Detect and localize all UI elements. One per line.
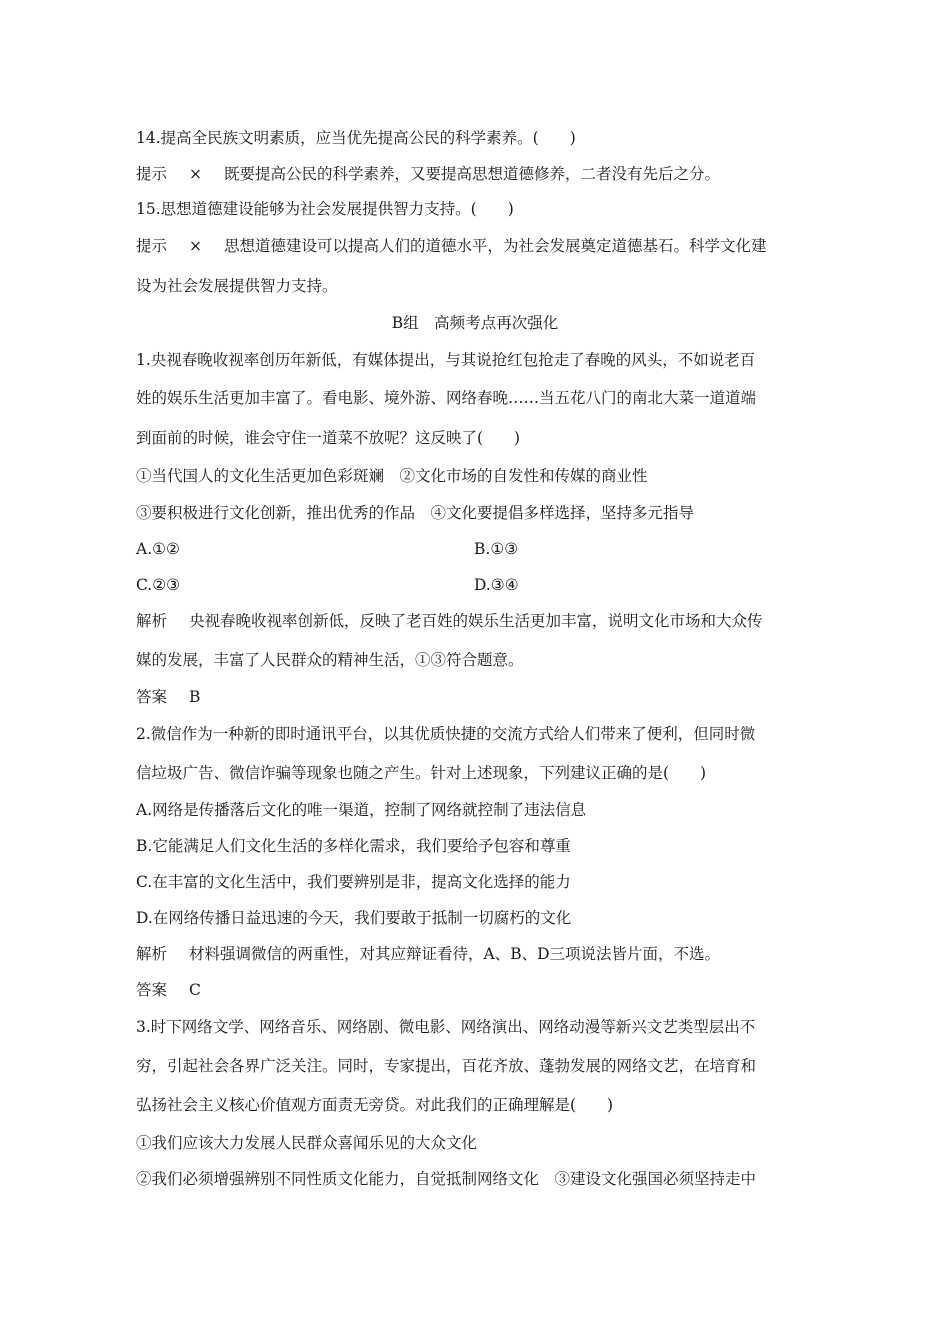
option-d: D.③④	[474, 576, 519, 594]
hint-mark: ×	[189, 165, 203, 183]
hint-text: 思想道德建设可以提高人们的道德水平，为社会发展奠定道德基石。科学文化建	[224, 237, 767, 255]
hint-label: 提示	[136, 165, 168, 183]
question-1-options-row-1	[136, 538, 816, 560]
section-title: B组 高频考点再次强化	[391, 314, 559, 332]
answer-label: 答案	[136, 981, 168, 999]
question-2-line-2: 信垃圾广告、微信诈骗等现象也随之产生。针对上述现象，下列建议正确的是( )	[136, 764, 707, 782]
question-3-line-3: 弘扬社会主义核心价值观方面责无旁贷。对此我们的正确理解是( )	[136, 1096, 614, 1114]
hint-text: 既要提高公民的科学素养，又要提高思想道德修养，二者没有先后之分。	[224, 165, 721, 183]
question-1-options-row-2	[136, 574, 816, 596]
question-3-statement-2: ②我们必须增强辨别不同性质文化能力，自觉抵制网络文化 ③建设文化强国必须坚持走中	[136, 1170, 757, 1188]
question-3-statement-1: ①我们应该大力发展人民群众喜闻乐见的大众文化	[136, 1134, 478, 1152]
question-2-option-a: A.网络是传播落后文化的唯一渠道，控制了网络就控制了违法信息	[136, 801, 587, 819]
question-15-hint-cont: 设为社会发展提供智力支持。	[136, 277, 338, 295]
question-2-analysis	[136, 943, 816, 965]
answer-value: B	[189, 688, 201, 706]
question-15: 15.思想道德建设能够为社会发展提供智力支持。( )	[136, 200, 514, 218]
question-1-line-1: 1.央视春晚收视率创历年新低，有媒体提出，与其说抢红包抢走了春晚的风头，不如说老百	[136, 351, 756, 369]
analysis-label: 解析	[136, 612, 168, 630]
option-c: C.②③	[136, 576, 181, 594]
question-3-line-2: 穷，引起社会各界广泛关注。同时，专家提出，百花齐放、蓬勃发展的网络文艺，在培育和	[136, 1057, 757, 1075]
question-2-answer	[136, 979, 816, 1001]
question-1-line-2: 姓的娱乐生活更加丰富了。看电影、境外游、网络春晚……当五花八门的南北大菜一道道端	[136, 389, 757, 407]
question-2-option-b: B.它能满足人们文化生活的多样化需求，我们要给予包容和尊重	[136, 837, 571, 855]
question-1-answer	[136, 686, 816, 708]
question-14: 14.提高全民族文明素质，应当优先提高公民的科学素养。( )	[136, 129, 576, 147]
question-1-statements-1: ①当代国人的文化生活更加色彩斑斓 ②文化市场的自发性和传媒的商业性	[136, 467, 648, 485]
question-3-line-1: 3.时下网络文学、网络音乐、网络剧、微电影、网络演出、网络动漫等新兴文艺类型层出不	[136, 1018, 756, 1036]
question-2-option-d: D.在网络传播日益迅速的今天，我们要敢于抵制一切腐朽的文化	[136, 909, 572, 927]
analysis-text: 材料强调微信的两重性，对其应辩证看待，A、B、D三项说法皆片面，不选。	[189, 945, 721, 963]
question-15-hint	[136, 235, 816, 257]
question-1-statements-2: ③要积极进行文化创新，推出优秀的作品 ④文化要提倡多样选择，坚持多元指导	[136, 504, 695, 522]
question-1-line-3: 到面前的时候，谁会守住一道菜不放呢？这反映了( )	[136, 429, 521, 447]
hint-mark: ×	[189, 237, 203, 255]
answer-value: C	[189, 981, 201, 999]
question-1-analysis-cont: 媒的发展，丰富了人民群众的精神生活，①③符合题意。	[136, 651, 524, 669]
analysis-label: 解析	[136, 945, 168, 963]
option-a: A.①②	[136, 540, 180, 558]
question-2-option-c: C.在丰富的文化生活中，我们要辨别是非，提高文化选择的能力	[136, 873, 571, 891]
hint-label: 提示	[136, 237, 168, 255]
question-2-line-1: 2.微信作为一种新的即时通讯平台，以其优质快捷的交流方式给人们带来了便利，但同时微	[136, 725, 756, 743]
question-1-analysis	[136, 610, 816, 632]
question-14-hint	[136, 163, 816, 185]
answer-label: 答案	[136, 688, 168, 706]
option-b: B.①③	[474, 540, 519, 558]
analysis-text: 央视春晚收视率创新低，反映了老百姓的娱乐生活更加丰富，说明文化市场和大众传	[189, 612, 763, 630]
